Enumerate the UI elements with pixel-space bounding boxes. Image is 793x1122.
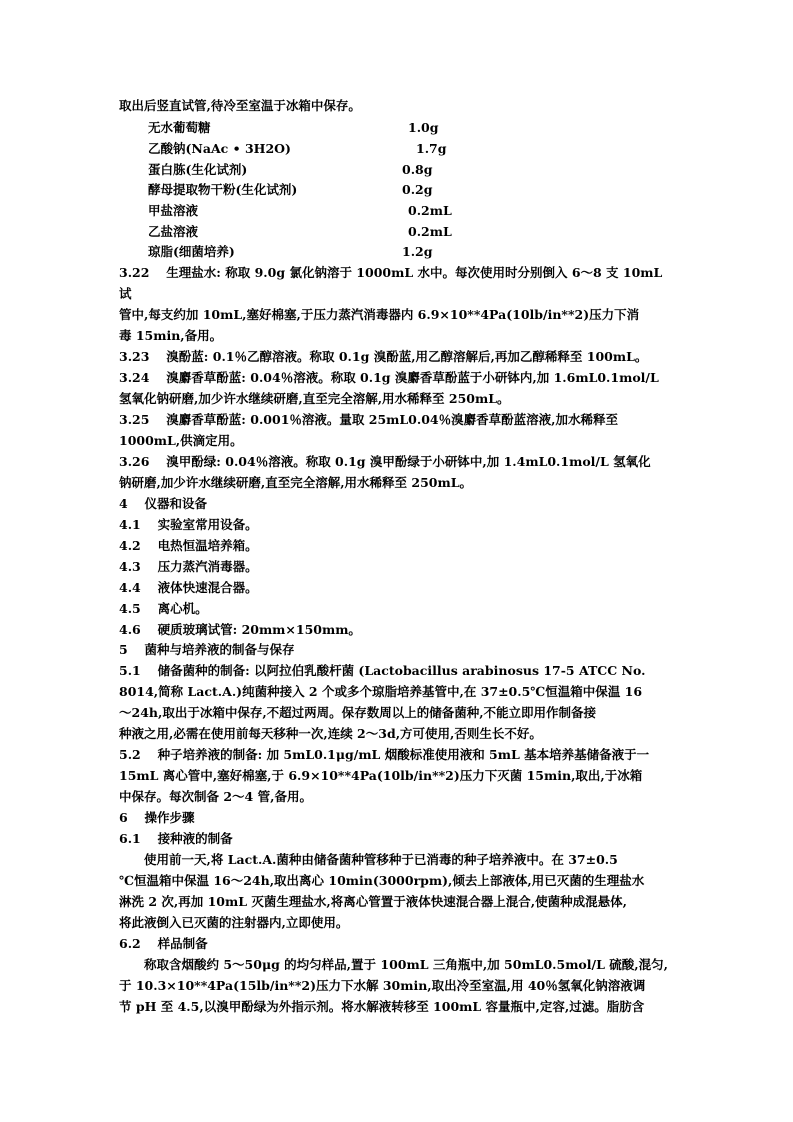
text-line: 5.2 种子培养液的制备: 加 5mL0.1μg/mL 烟酸标准使用液和 5mL 基本培养基储备液于一 [119,747,650,762]
text-line: 3.22 生理盐水: 称取 9.0g 氯化钠溶于 1000mL 水中。每次使用时分别倒入 6～8 支 10mL [119,265,663,280]
text-line: 8014,简称 Lact.A.)纯菌种接入 2 个或多个琼脂培养基管中,在 37±0.5℃恒温箱中保温 16 [119,684,643,699]
section-heading: 4 仪器和设备 [119,496,208,511]
text-line: 种液之用,必需在使用前每天移种一次,连续 2～3d,方可使用,否则生长不好。 [119,726,542,741]
text-line: 试 [119,286,132,301]
text-line: 4.3 压力蒸汽消毒器。 [119,559,258,574]
ingredient-amount: 1.0g [408,120,439,135]
text-line: 使用前一天,将 Lact.A.菌种由储备菌种管移种于已消毒的种子培养液中。在 37±0.5 [119,852,618,867]
text-line: 6.1 接种液的制备 [119,831,233,846]
text-line: 4.4 液体快速混合器。 [119,580,258,595]
text-line: 将此液倒入已灭菌的注射器内,立即使用。 [119,915,349,930]
text-line: 节 pH 至 4.5,以溴甲酚绿为外指示剂。将水解液转移至 100mL 容量瓶中,定容,过滤。脂肪含 [119,999,645,1014]
text-line: 钠研磨,加少许水继续研磨,直至完全溶解,用水稀释至 250mL。 [119,475,473,490]
text-line: 毒 15min,备用。 [119,328,223,343]
ingredient-name: 无水葡萄糖 [148,120,211,135]
ingredient-amount: 0.2g [402,182,433,197]
text-line: 称取含烟酸约 5～50μg 的均匀样品,置于 100mL 三角瓶中,加 50mL0.5mol/L 硫酸,混匀, [119,957,668,972]
ingredient-amount: 0.8g [402,162,433,177]
text-line: 3.26 溴甲酚绿: 0.04％溶液。称取 0.1g 溴甲酚绿于小研钵中,加 1.4mL0.1mol/L 氢氧化 [119,454,651,469]
text-line: 3.25 溴麝香草酚蓝: 0.001％溶液。量取 25mL0.04％溴麝香草酚蓝溶液,加水稀释至 [119,412,618,427]
text-line: 3.23 溴酚蓝: 0.1％乙醇溶液。称取 0.1g 溴酚蓝,用乙醇溶解后,再加乙醇稀释至 100mL。 [119,349,648,364]
text-line: 3.24 溴麝香草酚蓝: 0.04％溶液。称取 0.1g 溴麝香草酚蓝于小研钵内,加 1.6mL0.1mol/L [119,370,659,385]
text-line: 氢氧化钠研磨,加少许水继续研磨,直至完全溶解,用水稀释至 250mL。 [119,391,510,406]
text-line: ～24h,取出于冰箱中保存,不超过两周。保存数周以上的储备菌种,不能立即用作制备接 [119,705,597,720]
text-line: 1000mL,供滴定用。 [119,433,243,448]
text-line: 6.2 样品制备 [119,936,208,951]
text-line: 15mL 离心管中,塞好棉塞,于 6.9×10**4Pa(10lb/in**2)压力下灭菌 15min,取出,于冰箱 [119,768,643,783]
text-line: 5.1 储备菌种的制备: 以阿拉伯乳酸杆菌 (Lactobacillus arabinosus 17-5 ATCC No. [119,663,646,678]
text-line: 4.1 实验室常用设备。 [119,517,258,532]
ingredient-amount: 0.2mL [408,224,452,239]
ingredient-name: 酵母提取物干粉(生化试剂) [148,182,298,197]
text-line: 于 10.3×10**4Pa(15lb/in**2)压力下水解 30min,取出冷至室温,用 40％氢氧化钠溶液调 [119,978,646,993]
text-line: 4.5 离心机。 [119,601,208,616]
ingredient-name: 甲盐溶液 [148,203,199,218]
intro-line: 取出后竖直试管,待冷至室温于冰箱中保存。 [119,98,361,113]
ingredient-name: 琼脂(细菌培养) [148,244,235,259]
text-line: 管中,每支约加 10mL,塞好棉塞,于压力蒸汽消毒器内 6.9×10**4Pa(10lb/in**2)压力下消 [119,307,640,322]
text-line: 中保存。每次制备 2～4 管,备用。 [119,789,312,804]
text-line: 淋洗 2 次,再加 10mL 灭菌生理盐水,将离心管置于液体快速混合器上混合,使菌种成混悬体, [119,894,627,909]
ingredient-name: 乙酸钠(NaAc • 3H2O) [148,141,291,156]
section-heading: 5 菌种与培养液的制备与保存 [119,642,295,657]
section-heading: 6 操作步骤 [119,810,195,825]
text-line: 4.6 硬质玻璃试管: 20mm×150mm。 [119,622,361,637]
ingredient-name: 乙盐溶液 [148,224,199,239]
ingredient-amount: 1.7g [416,141,447,156]
text-line: 4.2 电热恒温培养箱。 [119,538,258,553]
ingredient-amount: 1.2g [402,244,433,259]
ingredient-amount: 0.2mL [408,203,452,218]
text-line: ℃恒温箱中保温 16～24h,取出离心 10min(3000rpm),倾去上部液体,用已灭菌的生理盐水 [119,873,645,888]
ingredient-name: 蛋白胨(生化试剂) [148,162,248,177]
